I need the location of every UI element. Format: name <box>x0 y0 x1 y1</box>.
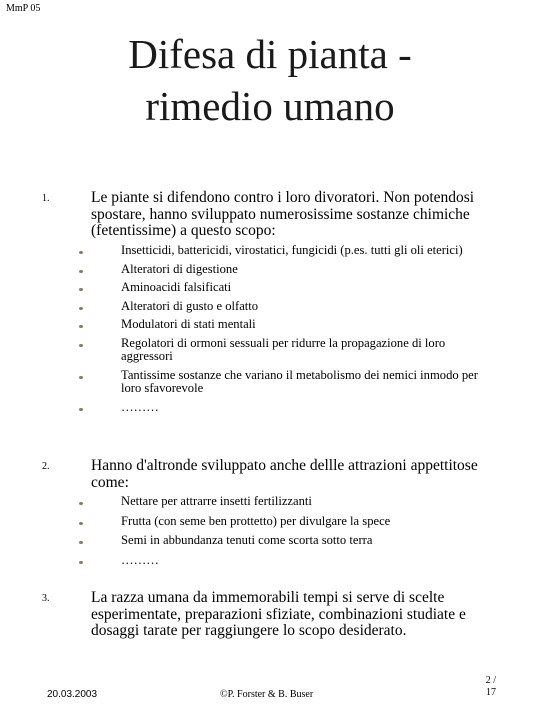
bullet-dot-icon <box>79 541 83 544</box>
page-number-current: 2 / <box>485 675 496 686</box>
list-item <box>0 495 491 509</box>
bullet-dot-icon <box>79 325 83 328</box>
list-item-text: ……… <box>121 399 159 414</box>
list-item <box>0 401 491 415</box>
list-item-text: Modulatori di stati mentali <box>121 317 256 331</box>
slide-title <box>0 28 540 132</box>
bullet-dot-icon <box>79 307 83 310</box>
section-number: 3. <box>42 593 50 604</box>
list-item-text: ……… <box>121 552 159 567</box>
list-item <box>0 534 491 548</box>
slide-title-line-2: rimedio umano <box>145 83 395 129</box>
list-item <box>0 300 491 314</box>
bullet-dot-icon <box>79 251 83 254</box>
bullet-dot-icon <box>79 288 83 291</box>
list-item-text: Semi in abbundanza tenuti come scorta sotto terra <box>121 533 373 547</box>
list-item <box>0 515 491 529</box>
bullet-dot-icon <box>79 408 83 411</box>
page-number-total: 17 <box>486 687 496 698</box>
list-item <box>0 263 491 277</box>
section-number: 2. <box>42 461 50 472</box>
slide-title-line-1: Difesa di pianta - <box>128 31 412 77</box>
bullet-dot-icon <box>79 270 83 273</box>
section-text: Hanno d'altronde sviluppato anche dellle attrazioni appettitose come: <box>91 457 478 491</box>
list-item-text: Regolatori di ormoni sessuali per ridurre la propagazione di loro aggressori <box>121 335 446 363</box>
list-item-text: Alteratori di digestione <box>121 261 238 276</box>
bullet-dot-icon <box>79 502 83 505</box>
bullet-dot-icon <box>79 561 83 564</box>
list-item-text: Frutta (con seme ben prottetto) per divulgare la spece <box>121 513 391 528</box>
list-item <box>0 337 491 364</box>
list-item-text: Alteratori di gusto e olfatto <box>121 298 259 313</box>
bullet-dot-icon <box>79 376 83 379</box>
section-text: Le piante si difendono contro i loro divoratori. Non potendosi spostare, hanno sviluppato numerosissime sostanze chimiche (fetentissime) a questo scopo: <box>91 189 475 239</box>
list-item <box>0 244 491 258</box>
list-item <box>0 369 491 396</box>
footer-date: 20.03.2003 <box>47 689 98 700</box>
page-number <box>476 675 496 699</box>
footer-copyright: ©P. Forster & B. Buser <box>220 689 314 700</box>
list-item <box>0 554 491 568</box>
bullet-list <box>0 495 540 567</box>
section-number: 1. <box>42 193 50 204</box>
list-item-text: Tantissime sostanze che variano il metabolismo dei nemici inmodo per loro sfavorevole <box>121 367 478 395</box>
list-item-text: Aminoacidi falsificati <box>121 280 232 294</box>
bullet-dot-icon <box>79 522 83 525</box>
bullet-list <box>0 244 540 414</box>
list-item <box>0 318 491 332</box>
section-text: La razza umana da immemorabili tempi si serve di scelte esperimentate, preparazioni sfiziate, combinazioni studiate e dosaggi tarate per raggiungere lo scopo desiderato. <box>91 589 466 639</box>
list-item-text: Insetticidi, battericidi, virostatici, fungicidi (p.es. tutti gli oli eterici) <box>121 243 463 257</box>
list-item <box>0 281 491 295</box>
bullet-dot-icon <box>79 344 83 347</box>
list-item-text: Nettare per attrarre insetti fertilizzanti <box>121 494 312 508</box>
slide-code-label: MmP 05 <box>6 3 41 14</box>
